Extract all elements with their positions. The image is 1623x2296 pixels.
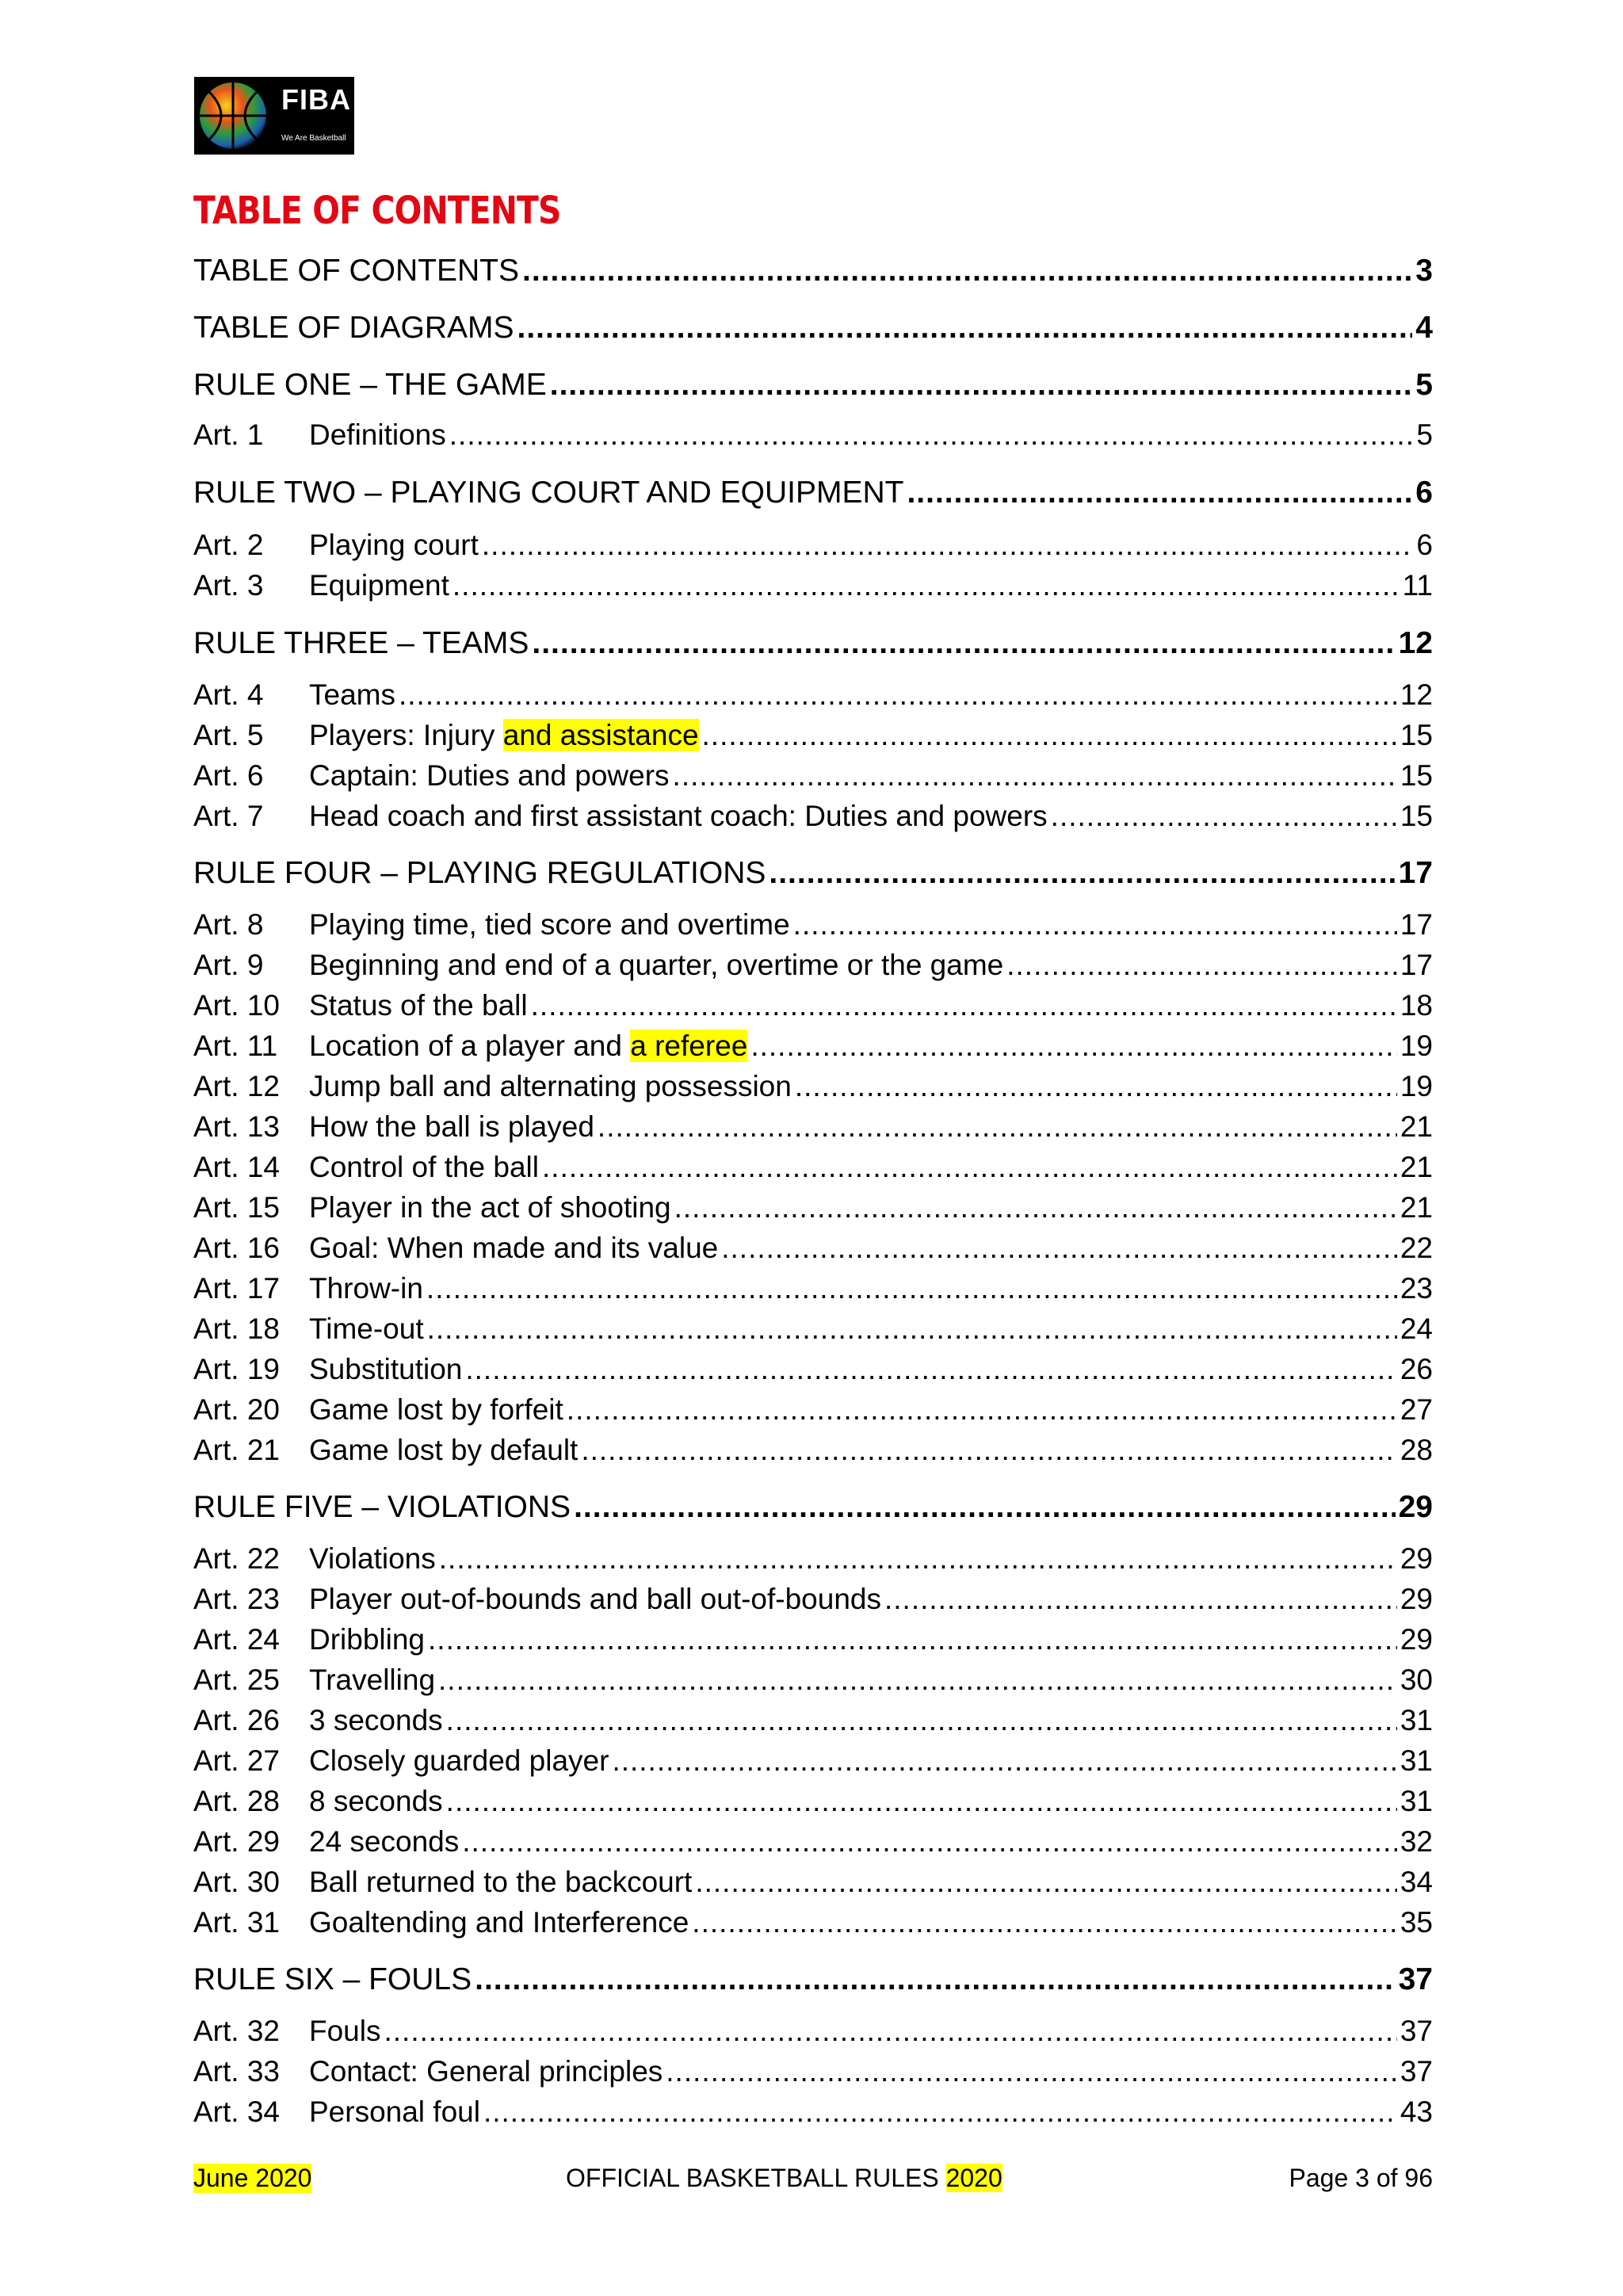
toc-article-entry[interactable] — [193, 1353, 1433, 1386]
dot-leader — [695, 1866, 1397, 1899]
article-number: Art. 6 — [193, 759, 264, 792]
entry-label — [309, 1623, 425, 1656]
toc-article-entry[interactable] — [193, 1704, 1433, 1737]
entry-label-text: RULE SIX – FOULS — [193, 1962, 472, 1996]
toc-article-entry[interactable] — [193, 2055, 1433, 2088]
entry-label — [309, 1664, 435, 1697]
toc-heading-entry[interactable] — [193, 311, 1433, 346]
entry-label-text: Time-out — [309, 1312, 424, 1345]
page-number: 4 — [1415, 311, 1433, 345]
toc-article-entry[interactable] — [193, 1785, 1433, 1818]
entry-label-text: RULE FOUR – PLAYING REGULATIONS — [193, 856, 766, 890]
article-number: Art. 24 — [193, 1623, 280, 1656]
entry-label — [193, 856, 766, 891]
dot-leader — [446, 1785, 1397, 1818]
dot-leader — [574, 1490, 1396, 1525]
article-number: Art. 25 — [193, 1664, 280, 1696]
entry-label — [309, 719, 699, 752]
toc-article-entry[interactable] — [193, 1070, 1433, 1103]
entry-label-text: Location of a player and — [309, 1030, 631, 1062]
entry-label — [193, 254, 519, 288]
logo-tagline: We Are Basketball — [281, 134, 346, 143]
entry-label-text: Teams — [309, 678, 395, 711]
entry-label-text: Throw-in — [309, 1272, 423, 1305]
article-number: Art. 5 — [193, 719, 264, 751]
entry-label-text: Captain: Duties and powers — [309, 759, 670, 792]
toc-article-entry[interactable] — [193, 1030, 1433, 1063]
page-title: TABLE OF CONTENTS — [193, 189, 561, 233]
article-number: Art. 19 — [193, 1353, 280, 1385]
toc-article-entry[interactable] — [193, 1191, 1433, 1224]
toc-article-entry[interactable] — [193, 1312, 1433, 1346]
entry-label — [309, 949, 1003, 982]
entry-label — [309, 2015, 380, 2048]
toc-article-entry[interactable] — [193, 678, 1433, 712]
entry-label — [193, 476, 903, 510]
dot-leader — [439, 1542, 1397, 1576]
dot-leader — [475, 1962, 1395, 1997]
entry-label-text: Goal: When made and its value — [309, 1232, 719, 1264]
toc-article-entry[interactable] — [193, 2015, 1433, 2048]
entry-label-text: Travelling — [309, 1664, 436, 1696]
entry-label — [309, 1030, 747, 1063]
highlighted-text: a referee — [630, 1030, 748, 1062]
entry-label-text: RULE TWO – PLAYING COURT AND EQUIPMENT — [193, 476, 904, 510]
dot-leader — [449, 418, 1414, 452]
entry-label-text: Playing court — [309, 529, 479, 561]
article-number: Art. 9 — [193, 949, 264, 981]
article-number: Art. 2 — [193, 529, 264, 561]
article-number: Art. 13 — [193, 1110, 280, 1143]
entry-label-text: Beginning and end of a quarter, overtime or the game — [309, 949, 1004, 981]
toc-article-entry[interactable] — [193, 759, 1433, 793]
entry-label-text: Dribbling — [309, 1623, 426, 1656]
article-number: Art. 28 — [193, 1785, 280, 1817]
toc-article-entry[interactable] — [193, 949, 1433, 982]
entry-label — [309, 1583, 881, 1616]
page-number: 21 — [1400, 1151, 1433, 1183]
entry-label — [309, 1785, 443, 1818]
entry-label-text: TABLE OF CONTENTS — [193, 254, 519, 288]
dot-leader — [750, 1030, 1397, 1063]
dot-leader — [384, 2015, 1396, 2048]
toc-article-entry[interactable] — [193, 1232, 1433, 1265]
dot-leader — [793, 908, 1397, 942]
page-number: 17 — [1400, 908, 1433, 941]
entry-label — [309, 1393, 563, 1427]
toc-article-entry[interactable] — [193, 2095, 1433, 2129]
page-number: 29 — [1400, 1623, 1433, 1656]
entry-label-text: Control of the ball — [309, 1151, 540, 1183]
entry-label-text: TABLE OF DIAGRAMS — [193, 311, 514, 345]
toc-heading-entry[interactable] — [193, 626, 1433, 661]
entry-label-text: Jump ball and alternating possession — [309, 1070, 792, 1102]
highlighted-text: and assistance — [502, 719, 699, 751]
entry-label-text: Player out-of-bounds and ball out-of-bounds — [309, 1583, 881, 1615]
page-number: 15 — [1400, 800, 1433, 832]
footer-date: June 2020 — [193, 2164, 312, 2192]
entry-label-text: RULE ONE – THE GAME — [193, 368, 547, 402]
toc-article-entry[interactable] — [193, 1434, 1433, 1467]
toc-article-entry[interactable] — [193, 908, 1433, 942]
dot-leader — [542, 1151, 1397, 1184]
article-number: Art. 15 — [193, 1191, 280, 1224]
toc-article-entry[interactable] — [193, 1825, 1433, 1859]
entry-label-text: Game lost by forfeit — [309, 1393, 563, 1426]
entry-label-text: How the ball is played — [309, 1110, 594, 1143]
dot-leader — [517, 311, 1413, 346]
entry-label-text: Violations — [309, 1542, 436, 1575]
entry-label — [309, 1070, 792, 1103]
entry-label — [309, 1272, 423, 1305]
entry-label-text: RULE FIVE – VIOLATIONS — [193, 1490, 571, 1524]
entry-label — [309, 1110, 594, 1144]
dot-leader — [532, 626, 1395, 661]
footer-doc-year: 2020 — [945, 2164, 1002, 2192]
entry-label — [309, 1866, 692, 1899]
entry-label-text: Ball returned to the backcourt — [309, 1866, 693, 1898]
page-number: 28 — [1400, 1434, 1433, 1466]
entry-label — [309, 1151, 539, 1184]
page-number: 11 — [1402, 569, 1433, 602]
entry-label — [309, 759, 670, 793]
dot-leader — [399, 678, 1397, 712]
dot-leader — [438, 1664, 1397, 1697]
entry-label — [309, 989, 528, 1022]
page-number: 17 — [1398, 856, 1433, 890]
entry-label — [309, 678, 395, 712]
page-number: 15 — [1400, 719, 1433, 751]
page-number: 22 — [1400, 1232, 1433, 1264]
dot-leader — [446, 1704, 1397, 1737]
dot-leader — [453, 569, 1400, 602]
page-number: 12 — [1398, 626, 1433, 660]
page-number: 35 — [1400, 1906, 1433, 1939]
entry-label-text: Players: Injury — [309, 719, 503, 751]
toc-heading-entry[interactable] — [193, 476, 1433, 510]
toc-article-entry[interactable] — [193, 989, 1433, 1022]
toc-heading-entry[interactable] — [193, 254, 1433, 288]
page-number: 3 — [1415, 254, 1433, 288]
entry-label-text: 3 seconds — [309, 1704, 443, 1736]
article-number: Art. 26 — [193, 1704, 280, 1736]
entry-label — [309, 2055, 663, 2088]
dot-leader — [465, 1353, 1396, 1386]
page-number: 31 — [1400, 1704, 1433, 1736]
article-number: Art. 16 — [193, 1232, 280, 1264]
toc-article-entry[interactable] — [193, 1623, 1433, 1656]
page-number: 18 — [1400, 989, 1433, 1022]
article-number: Art. 1 — [193, 418, 264, 451]
entry-label — [193, 311, 514, 346]
article-number: Art. 27 — [193, 1744, 280, 1777]
page-number: 34 — [1400, 1866, 1433, 1898]
entry-label-text: Goaltending and Interference — [309, 1906, 689, 1939]
dot-leader — [1006, 949, 1397, 982]
article-number: Art. 30 — [193, 1866, 280, 1898]
entry-label — [309, 1434, 578, 1467]
dot-leader — [612, 1744, 1396, 1778]
page-number: 29 — [1400, 1583, 1433, 1615]
dot-leader — [426, 1272, 1397, 1305]
article-number: Art. 12 — [193, 1070, 280, 1102]
page-number: 30 — [1400, 1664, 1433, 1696]
article-number: Art. 33 — [193, 2055, 280, 2088]
article-number: Art. 22 — [193, 1542, 280, 1575]
article-number: Art. 17 — [193, 1272, 280, 1305]
page-number: 37 — [1400, 2015, 1433, 2047]
entry-label — [309, 1906, 689, 1939]
entry-label — [309, 529, 479, 562]
article-number: Art. 32 — [193, 2015, 280, 2047]
page-number: 23 — [1400, 1272, 1433, 1305]
dot-leader — [531, 989, 1397, 1022]
dot-leader — [702, 719, 1397, 752]
page-number: 43 — [1400, 2095, 1433, 2128]
page-number: 17 — [1400, 949, 1433, 981]
page-number: 21 — [1400, 1110, 1433, 1143]
toc-article-entry[interactable] — [193, 1151, 1433, 1184]
toc-heading-entry[interactable] — [193, 856, 1433, 891]
toc-article-entry[interactable] — [193, 418, 1433, 452]
dot-leader — [884, 1583, 1397, 1616]
article-number: Art. 23 — [193, 1583, 280, 1615]
dot-leader — [674, 1191, 1397, 1224]
page-number: 37 — [1398, 1962, 1433, 1996]
dot-leader — [581, 1434, 1397, 1467]
entry-label-text: Contact: General principles — [309, 2055, 663, 2088]
toc-article-entry[interactable] — [193, 1664, 1433, 1697]
dot-leader — [769, 856, 1395, 891]
article-number: Art. 34 — [193, 2095, 280, 2128]
entry-label — [193, 626, 529, 661]
dot-leader — [721, 1232, 1397, 1265]
dot-leader — [550, 368, 1413, 403]
toc-article-entry[interactable] — [193, 1272, 1433, 1305]
entry-label — [309, 1825, 459, 1859]
dot-leader — [795, 1070, 1397, 1103]
dot-leader — [692, 1906, 1397, 1939]
entry-label-text: Equipment — [309, 569, 449, 602]
dot-leader — [428, 1623, 1397, 1656]
entry-label — [309, 1744, 609, 1778]
entry-label-text: Status of the ball — [309, 989, 528, 1022]
toc-heading-entry[interactable] — [193, 368, 1433, 403]
dot-leader — [673, 759, 1397, 793]
entry-label-text: Game lost by default — [309, 1434, 579, 1466]
entry-label — [309, 1232, 718, 1265]
article-number: Art. 11 — [193, 1030, 278, 1062]
dot-leader — [427, 1312, 1397, 1346]
article-number: Art. 8 — [193, 908, 264, 941]
toc-article-entry[interactable] — [193, 1393, 1433, 1427]
footer-doc-title — [566, 2164, 1002, 2193]
article-number: Art. 20 — [193, 1393, 280, 1426]
article-number: Art. 3 — [193, 569, 264, 602]
page-number: 12 — [1400, 678, 1433, 711]
entry-label — [309, 1704, 443, 1737]
toc-heading-entry[interactable] — [193, 1490, 1433, 1525]
page-number: 29 — [1398, 1490, 1433, 1524]
toc-heading-entry[interactable] — [193, 1962, 1433, 1997]
entry-label — [309, 908, 790, 942]
toc-article-entry[interactable] — [193, 1866, 1433, 1899]
dot-leader — [482, 529, 1414, 562]
entry-label — [309, 1353, 462, 1386]
page-number: 31 — [1400, 1785, 1433, 1817]
toc-article-entry[interactable] — [193, 1583, 1433, 1616]
toc-article-entry[interactable] — [193, 1906, 1433, 1939]
page-number: 32 — [1400, 1825, 1433, 1858]
dot-leader — [522, 254, 1412, 288]
article-number: Art. 31 — [193, 1906, 280, 1939]
page-footer — [193, 2164, 1433, 2199]
dot-leader — [462, 1825, 1397, 1859]
article-number: Art. 10 — [193, 989, 280, 1022]
entry-label-text: RULE THREE – TEAMS — [193, 626, 529, 660]
entry-label — [309, 800, 1048, 833]
toc-article-entry[interactable] — [193, 1542, 1433, 1576]
article-number: Art. 21 — [193, 1434, 280, 1466]
article-number: Art. 18 — [193, 1312, 280, 1345]
entry-label — [193, 368, 547, 403]
page-number: 21 — [1400, 1191, 1433, 1224]
entry-label-text: Fouls — [309, 2015, 381, 2047]
entry-label-text: Definitions — [309, 418, 446, 451]
page-number: 29 — [1400, 1542, 1433, 1575]
dot-leader — [666, 2055, 1397, 2088]
page-number: 37 — [1400, 2055, 1433, 2088]
toc-article-entry[interactable] — [193, 569, 1433, 602]
entry-label-text: Substitution — [309, 1353, 463, 1385]
toc-article-entry[interactable] — [193, 1110, 1433, 1144]
toc-article-entry[interactable] — [193, 719, 1433, 752]
dot-leader — [907, 476, 1412, 510]
page-number: 6 — [1415, 476, 1433, 510]
entry-label — [309, 2095, 480, 2129]
page-number: 6 — [1416, 529, 1433, 561]
page-number: 19 — [1400, 1070, 1433, 1102]
entry-label — [309, 418, 446, 452]
entry-label-text: Playing time, tied score and overtime — [309, 908, 790, 941]
toc-list — [193, 0, 1433, 2296]
footer-page-number: Page 3 of 96 — [1289, 2164, 1433, 2192]
toc-article-entry[interactable] — [193, 800, 1433, 833]
entry-label-text: Head coach and first assistant coach: Duties and powers — [309, 800, 1048, 832]
dot-leader — [483, 2095, 1397, 2129]
article-number: Art. 4 — [193, 678, 264, 711]
entry-label — [309, 569, 449, 602]
page-number: 5 — [1416, 418, 1433, 451]
page-number: 15 — [1400, 759, 1433, 792]
page-number: 31 — [1400, 1744, 1433, 1777]
entry-label-text: 8 seconds — [309, 1785, 443, 1817]
entry-label-text: Closely guarded player — [309, 1744, 609, 1777]
entry-label-text: Player in the act of shooting — [309, 1191, 671, 1224]
page-number: 24 — [1400, 1312, 1433, 1345]
toc-article-entry[interactable] — [193, 529, 1433, 562]
logo-wordmark: FIBA — [281, 83, 351, 116]
page-number: 5 — [1415, 368, 1433, 402]
entry-label — [193, 1490, 571, 1525]
dot-leader — [598, 1110, 1397, 1144]
entry-label-text: 24 seconds — [309, 1825, 460, 1858]
dot-leader — [567, 1393, 1397, 1427]
toc-article-entry[interactable] — [193, 1744, 1433, 1778]
article-number: Art. 7 — [193, 800, 264, 832]
page-number: 26 — [1400, 1353, 1433, 1385]
page-number: 27 — [1400, 1393, 1433, 1426]
footer-doc-title-text: OFFICIAL BASKETBALL RULES — [566, 2164, 946, 2192]
article-number: Art. 29 — [193, 1825, 280, 1858]
entry-label — [309, 1542, 436, 1576]
entry-label-text: Personal foul — [309, 2095, 480, 2128]
entry-label — [309, 1191, 671, 1224]
entry-label — [309, 1312, 424, 1346]
article-number: Art. 14 — [193, 1151, 280, 1183]
entry-label — [193, 1962, 472, 1997]
dot-leader — [1051, 800, 1397, 833]
page-number: 19 — [1400, 1030, 1433, 1062]
